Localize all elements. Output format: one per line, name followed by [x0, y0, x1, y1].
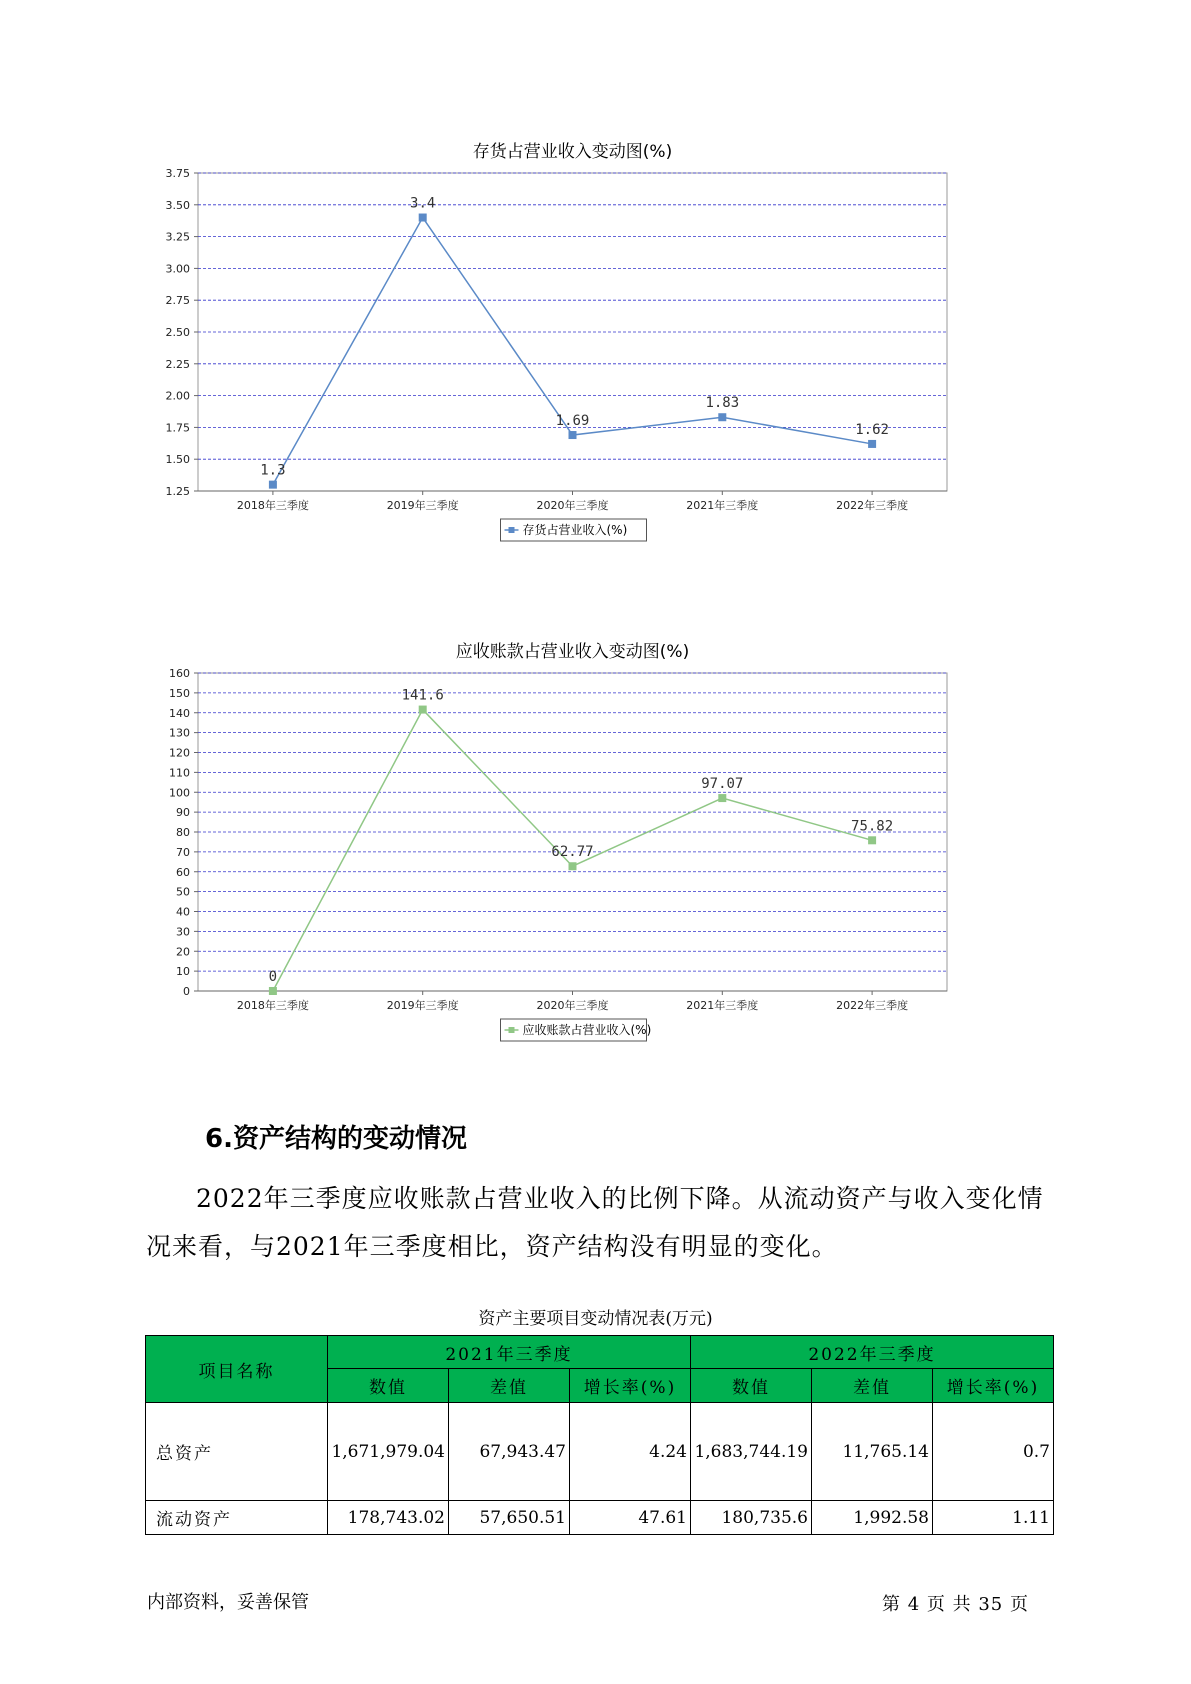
- table-cell: 1,992.58: [812, 1501, 933, 1535]
- data-point: [718, 794, 726, 802]
- y-tick-label: 1.25: [165, 485, 190, 498]
- x-tick-label: 2018年三季度: [236, 999, 309, 1012]
- data-label: 75.82: [851, 818, 894, 835]
- x-tick-label: 2020年三季度: [536, 499, 609, 512]
- inventory-ratio-chart-svg: [150, 135, 1050, 595]
- x-tick-label: 2021年三季度: [686, 499, 759, 512]
- y-tick-label: 3.75: [165, 167, 190, 180]
- y-tick-label: 160: [169, 667, 190, 680]
- data-label: 62.77: [551, 844, 594, 861]
- legend-marker: [509, 1027, 515, 1033]
- y-tick-label: 110: [169, 766, 190, 780]
- y-tick-label: 100: [169, 786, 190, 800]
- table-cell: 11,765.14: [812, 1403, 933, 1501]
- chart-title: 应收账款占营业收入变动图(%): [455, 642, 690, 662]
- chart-title: 存货占营业收入变动图(%): [472, 142, 673, 162]
- table-cell: 178,743.02: [328, 1501, 449, 1535]
- subheader: 数值: [691, 1369, 812, 1403]
- subheader: 增长率(%): [570, 1369, 691, 1403]
- data-point: [718, 413, 726, 421]
- section-paragraph: 2022年三季度应收账款占营业收入的比例下降。从流动资产与收入变化情况来看，与2021年三季度相比，资产结构没有明显的变化。: [146, 1184, 1044, 1261]
- inventory-ratio-chart: [150, 135, 1050, 595]
- table-cell: 0.7: [933, 1403, 1054, 1501]
- data-point: [269, 987, 277, 995]
- subheader: 差值: [449, 1369, 570, 1403]
- data-label: 1.62: [855, 421, 889, 438]
- data-label: 97.07: [701, 776, 744, 793]
- asset-change-table: [145, 1335, 1054, 1535]
- y-tick-label: 60: [176, 865, 190, 879]
- subheader: 数值: [328, 1369, 449, 1403]
- legend-label: 存货占营业收入(%): [522, 523, 628, 537]
- y-tick-label: 50: [176, 885, 190, 899]
- table-cell: 4.24: [570, 1403, 691, 1501]
- footer-confidential-note: 内部资料，妥善保管: [147, 1592, 309, 1613]
- data-point: [569, 862, 577, 870]
- table-cell: 1.11: [933, 1501, 1054, 1535]
- y-tick-label: 10: [176, 965, 190, 979]
- footer-page-number: 第 4 页 共 35 页: [882, 1594, 1029, 1615]
- x-tick-label: 2018年三季度: [236, 499, 309, 512]
- data-label: 1.69: [555, 413, 590, 430]
- y-tick-label: 2.00: [165, 389, 190, 403]
- data-point: [419, 706, 427, 714]
- table-caption: 资产主要项目变动情况表(万元): [478, 1309, 713, 1329]
- data-label: 0: [268, 969, 278, 985]
- y-tick-label: 3.00: [165, 262, 190, 276]
- y-tick-label: 30: [176, 925, 190, 939]
- x-tick-label: 2019年三季度: [386, 499, 459, 512]
- y-tick-label: 40: [176, 905, 190, 919]
- data-point: [269, 481, 277, 489]
- y-tick-label: 140: [169, 706, 190, 720]
- y-tick-label: 2.75: [165, 294, 190, 308]
- receivables-ratio-chart: [150, 635, 1050, 1095]
- data-label: 1.3: [260, 462, 286, 479]
- header-group-2022: 2022年三季度: [691, 1336, 1054, 1369]
- legend-marker: [509, 527, 515, 533]
- table-cell: 57,650.51: [449, 1501, 570, 1535]
- y-tick-label: 1.50: [165, 453, 190, 467]
- y-tick-label: 1.75: [165, 421, 190, 435]
- x-tick-label: 2019年三季度: [386, 999, 459, 1012]
- data-label: 3.4: [410, 195, 436, 212]
- y-tick-label: 80: [176, 826, 190, 839]
- y-tick-label: 20: [176, 945, 190, 959]
- data-label: 1.83: [705, 395, 740, 412]
- table-cell: 180,735.6: [691, 1501, 812, 1535]
- receivables-ratio-chart-svg: [150, 635, 1050, 1095]
- subheader: 差值: [812, 1369, 933, 1403]
- y-tick-label: 3.50: [165, 198, 190, 212]
- table-cell: 1,671,979.04: [328, 1403, 449, 1501]
- y-tick-label: 90: [176, 806, 190, 820]
- data-point: [569, 431, 577, 439]
- y-tick-label: 0: [183, 985, 190, 998]
- table-cell: 47.61: [570, 1501, 691, 1535]
- x-tick-label: 2021年三季度: [686, 999, 759, 1012]
- data-label: 141.6: [401, 687, 444, 704]
- y-tick-label: 150: [169, 686, 190, 700]
- x-tick-label: 2022年三季度: [836, 499, 909, 512]
- x-tick-label: 2020年三季度: [536, 999, 609, 1012]
- table-cell: 1,683,744.19: [691, 1403, 812, 1501]
- row-name: 总资产: [146, 1403, 328, 1501]
- row-name: 流动资产: [146, 1501, 328, 1535]
- legend-label: 应收账款占营业收入(%): [522, 1023, 652, 1037]
- y-tick-label: 2.50: [165, 326, 190, 339]
- header-group-2021: 2021年三季度: [328, 1336, 691, 1369]
- table-cell: 67,943.47: [449, 1403, 570, 1501]
- y-tick-label: 130: [169, 726, 190, 740]
- data-point: [868, 836, 876, 844]
- y-tick-label: 3.25: [165, 230, 190, 244]
- data-point: [868, 440, 876, 448]
- y-tick-label: 2.25: [165, 357, 190, 371]
- y-tick-label: 120: [169, 746, 190, 760]
- y-tick-label: 70: [176, 845, 190, 859]
- data-point: [419, 214, 427, 222]
- header-item-name: 项目名称: [146, 1336, 328, 1403]
- x-tick-label: 2022年三季度: [836, 999, 909, 1012]
- table-row: [146, 1501, 1054, 1535]
- section-heading: 6.资产结构的变动情况: [205, 1124, 467, 1154]
- table-row: [146, 1403, 1054, 1501]
- subheader: 增长率(%): [933, 1369, 1054, 1403]
